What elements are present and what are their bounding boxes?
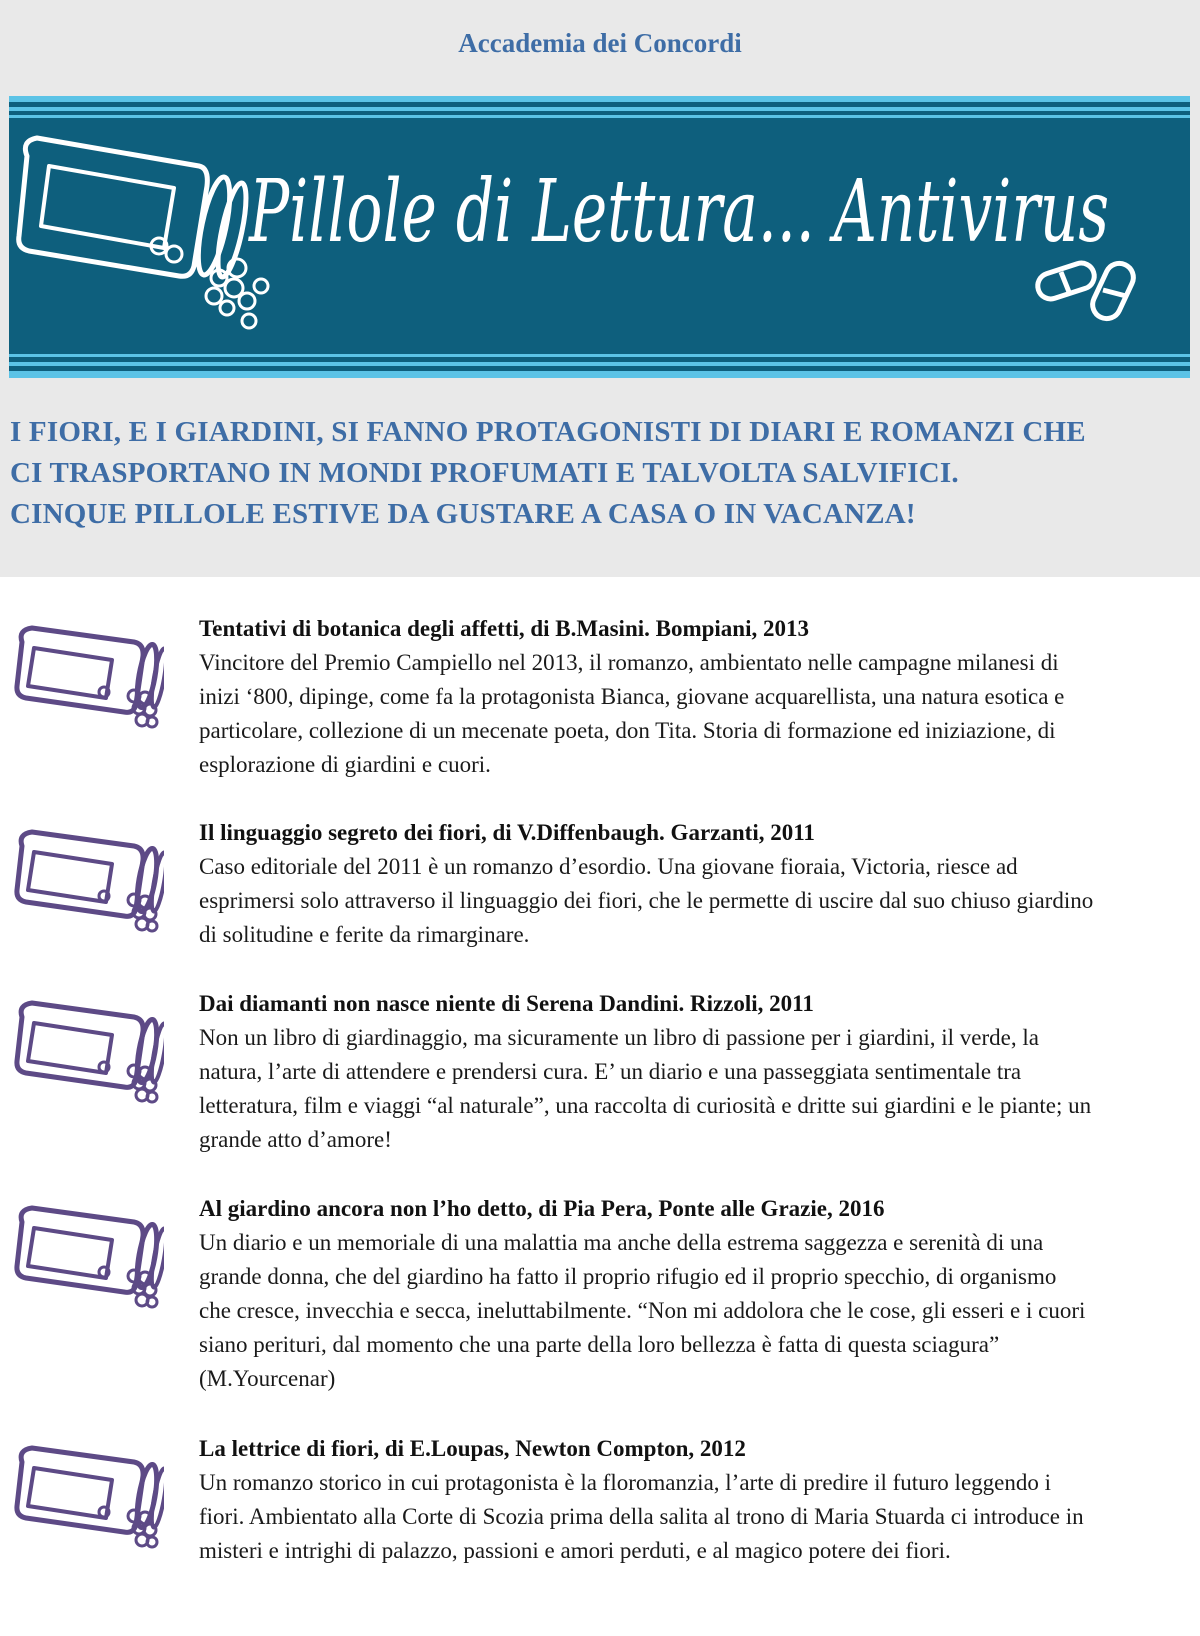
book-line: particolare, collezione di un mecenate poeta, don Tita. Storia di formazione ed iniziazione, di xyxy=(199,718,1056,743)
book-line: che cresce, invecchia e secca, ineluttabilmente. “Non mi addolora che le cose, gli esseri e i cuori xyxy=(199,1298,1086,1323)
headline-line: CI TRASPORTANO IN MONDI PROFUMATI E TALVOLTA SALVIFICI. xyxy=(10,457,959,489)
headline-line: I FIORI, E I GIARDINI, SI FANNO PROTAGONISTI DI DIARI E ROMANZI CHE xyxy=(10,416,1086,448)
book-title: Tentativi di botanica degli affetti, di B.Masini. Bompiani, 2013 xyxy=(199,616,809,641)
header-section xyxy=(0,0,1200,577)
book-line: siano periturі, dal momento che una parte della loro bellezza è fatta di questa sciagura” xyxy=(199,1332,1000,1357)
book-line: Un romanzo storico in cui protagonista è la floromanzia, l’arte di predire il futuro leggendo i xyxy=(199,1470,1051,1495)
headline-line: CINQUE PILLOLE ESTIVE DA GUSTARE A CASA O IN VACANZA! xyxy=(10,498,916,530)
organization-name: Accademia dei Concordi xyxy=(458,28,742,58)
book-line: inizi ‘800, dipinge, come fa la protagonista Bianca, giovane acquarellista, una natura esotica e xyxy=(199,684,1065,709)
book-text xyxy=(199,1432,1189,1568)
book-line: (M.Yourcenar) xyxy=(199,1366,336,1391)
banner-title: Pillole di Lettura... Antivirus xyxy=(247,162,1109,262)
book-line: natura, l’arte di attendere e prendersi cura. E’ un diario e una passeggiata sentimentale tra xyxy=(199,1059,1022,1084)
pill-bottle-icon xyxy=(12,1432,164,1554)
book-line: esplorazione di giardini e cuori. xyxy=(199,752,491,777)
book-line: Un diario e un memoriale di una malattia ma anche della estrema saggezza e serenità di una xyxy=(199,1230,1044,1255)
book-line: Caso editoriale del 2011 è un romanzo d’esordio. Una giovane fioraia, Victoria, riesce ad xyxy=(199,854,1018,879)
book-line: letteratura, film e viaggi “al naturale”, una raccolta di curiosità e dritte sui giardini e le piante; un xyxy=(199,1093,1092,1118)
pill-bottle-icon xyxy=(12,987,164,1109)
headline xyxy=(10,412,1190,535)
book-line: grande donna, che del giardino ha fatto il proprio rifugio ed il proprio specchio, di organismo xyxy=(199,1264,1057,1289)
book-line: Non un libro di giardinaggio, ma sicuramente un libro di passione per i giardini, il verde, la xyxy=(199,1025,1039,1050)
book-title: Il linguaggio segreto dei fiori, di V.Diffenbaugh. Garzanti, 2011 xyxy=(199,820,815,845)
book-line: fiori. Ambientato alla Corte di Scozia prima della salita al trono di Maria Stuarda ci introduce in xyxy=(199,1504,1084,1529)
pill-bottle-icon xyxy=(12,612,164,734)
book-line: grande atto d’amore! xyxy=(199,1127,392,1152)
book-text xyxy=(199,987,1189,1157)
book-text xyxy=(199,612,1189,782)
book-text xyxy=(199,1192,1189,1396)
banner xyxy=(9,96,1190,378)
book-line: Vincitore del Premio Campiello nel 2013, il romanzo, ambientato nelle campagne milanesi di xyxy=(199,650,1059,675)
pill-bottle-icon xyxy=(12,1192,164,1314)
pill-bottle-icon xyxy=(12,816,164,938)
book-title: La lettrice di fiori, di E.Loupas, Newton Compton, 2012 xyxy=(199,1436,746,1461)
book-text xyxy=(199,816,1189,952)
book-title: Dai diamanti non nasce niente di Serena Dandini. Rizzoli, 2011 xyxy=(199,991,814,1016)
book-line: misteri e intrighi di palazzo, passioni e amori perduti, e al magico potere dei fiori. xyxy=(199,1538,951,1563)
book-line: di solitudine e ferite da rimarginare. xyxy=(199,922,530,947)
book-title: Al giardino ancora non l’ho detto, di Pia Pera, Ponte alle Grazie, 2016 xyxy=(199,1196,885,1221)
book-line: esprimersi solo attraverso il linguaggio dei fiori, che le permette di uscire dal suo chiuso giardino xyxy=(199,888,1094,913)
